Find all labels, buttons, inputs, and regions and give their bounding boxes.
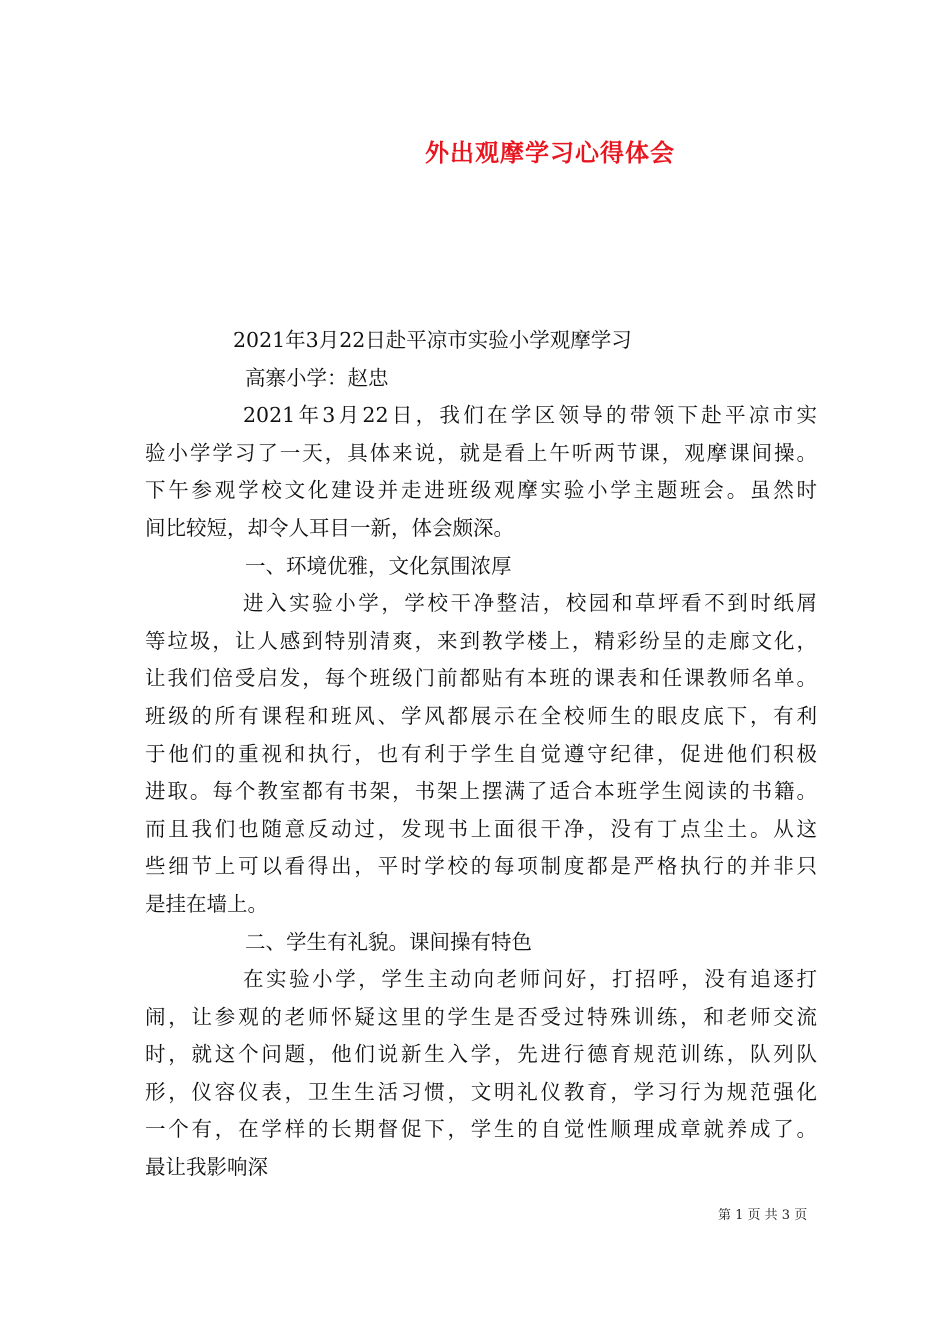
paragraph-line: 进取。每个教室都有书架，书架上摆满了适合本班学生阅读的书籍。 [145,779,817,804]
paragraph-line: 时，就这个问题，他们说新生入学，先进行德育规范训练，队列队 [145,1042,817,1067]
paragraph-line: 一个有，在学样的长期督促下，学生的自觉性顺理成章就养成了。 [145,1117,817,1142]
paragraph-line: 间比较短，却令人耳目一新，体会颇深。 [145,515,514,540]
subtitle: 2021年3月22日赴平凉市实验小学观摩学习 [233,328,632,352]
paragraph-line: 形，仪容仪表，卫生生活习惯，文明礼仪教育，学习行为规范强化 [145,1079,817,1104]
paragraph-line: 等垃圾，让人感到特别清爽，来到教学楼上，精彩纷呈的走廊文化， [145,628,817,653]
paragraph-line: 班级的所有课程和班风、学风都展示在全校师生的眼皮底下，有利 [145,703,817,728]
paragraph-line: 让我们倍受启发，每个班级门前都贴有本班的课表和任课教师名单。 [145,666,817,691]
paragraph-line: 验小学学习了一天，具体来说，就是看上午听两节课，观摩课间操。 [145,440,817,465]
paragraph-line: 最让我影响深 [145,1155,268,1180]
paragraph-line: 在实验小学，学生主动向老师问好，打招呼，没有追逐打 [243,967,817,992]
section-heading: 二、学生有礼貌。课间操有特色 [245,929,532,954]
paragraph-line: 进入实验小学，学校干净整洁，校园和草坪看不到时纸屑 [243,591,817,616]
author-line: 高寨小学：赵忠 [245,365,389,390]
page-number: 第 1 页 共 3 页 [718,1208,808,1223]
paragraph-line: 于他们的重视和执行，也有利于学生自觉遵守纪律，促进他们积极 [145,741,817,766]
document-body [145,322,817,1187]
paragraph-line: 些细节上可以看得出，平时学校的每项制度都是严格执行的并非只 [145,854,817,879]
paragraph-line: 是挂在墙上。 [145,891,268,916]
document-title-text: 外出观摩学习心得体会 [425,139,675,167]
paragraph-line: 下午参观学校文化建设并走进班级观摩实验小学主题班会。虽然时 [145,478,817,503]
paragraph-line: 而且我们也随意反动过，发现书上面很干净，没有丁点尘土。从这 [145,816,817,841]
document-title [0,133,950,168]
paragraph-line: 2021年3月22日，我们在学区领导的带领下赴平凉市实 [243,403,817,428]
section-heading: 一、环境优雅，文化氛围浓厚 [245,553,512,578]
paragraph-line: 闹，让参观的老师怀疑这里的学生是否受过特殊训练，和老师交流 [145,1004,817,1029]
